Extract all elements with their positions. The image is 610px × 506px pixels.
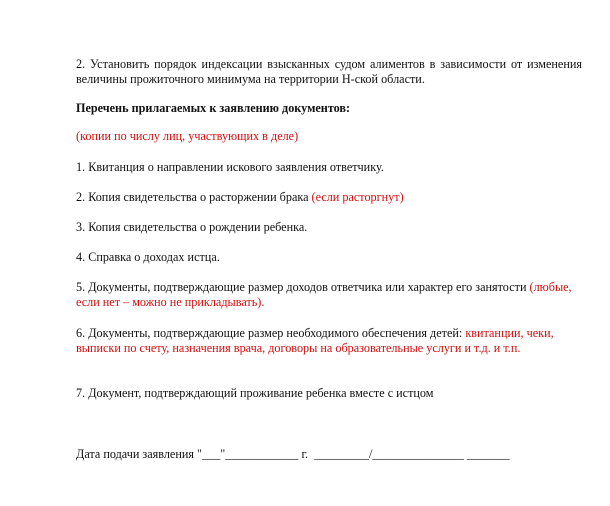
- indexation-paragraph: 2. Установить порядок индексации взысканных судом алиментов в зависимости от изменения величины прожиточного минимума на территории Н-ской области.: [76, 57, 582, 86]
- filing-date-signature-line: Дата подачи заявления "___"____________ г. _________/_______________ _______: [76, 447, 510, 461]
- attachment-item-2-note: (если расторгнут): [311, 190, 404, 204]
- attachment-item-4-text: 4. Справка о доходах истца.: [76, 250, 220, 264]
- attachment-item-6-text: 6. Документы, подтверждающие размер необходимого обеспечения детей:: [76, 326, 466, 340]
- attachment-item-6: [76, 326, 582, 356]
- attachment-item-5-note: (любые, если нет – можно не прикладывать).: [76, 280, 572, 309]
- attachment-item-1-text: 1. Квитанция о направлении искового заявления ответчику.: [76, 160, 384, 174]
- attachment-item-7-text: 7. Документ, подтверждающий проживание ребенка вместе с истцом: [76, 386, 434, 400]
- attachment-item-5: [76, 280, 582, 310]
- attachment-item-3: [76, 220, 582, 235]
- attachment-item-4: [76, 250, 582, 265]
- copies-note: (копии по числу лиц, участвующих в деле): [76, 129, 299, 143]
- attachment-item-1: [76, 160, 582, 175]
- attachment-item-2-text: 2. Копия свидетельства о расторжении брака: [76, 190, 312, 204]
- attachment-item-3-text: 3. Копия свидетельства о рождении ребенка.: [76, 220, 308, 234]
- attachment-item-2: [76, 190, 582, 205]
- attachment-item-5-text: 5. Документы, подтверждающие размер доходов ответчика или характер его занятости: [76, 280, 530, 294]
- attachments-heading: Перечень прилагаемых к заявлению документов:: [76, 101, 351, 115]
- attachment-item-6-note: квитанции, чеки, выписки по счету, назначения врача, договоры на образовательные услуги и т.д. и т.п.: [76, 326, 554, 355]
- attachment-item-7: [76, 386, 582, 401]
